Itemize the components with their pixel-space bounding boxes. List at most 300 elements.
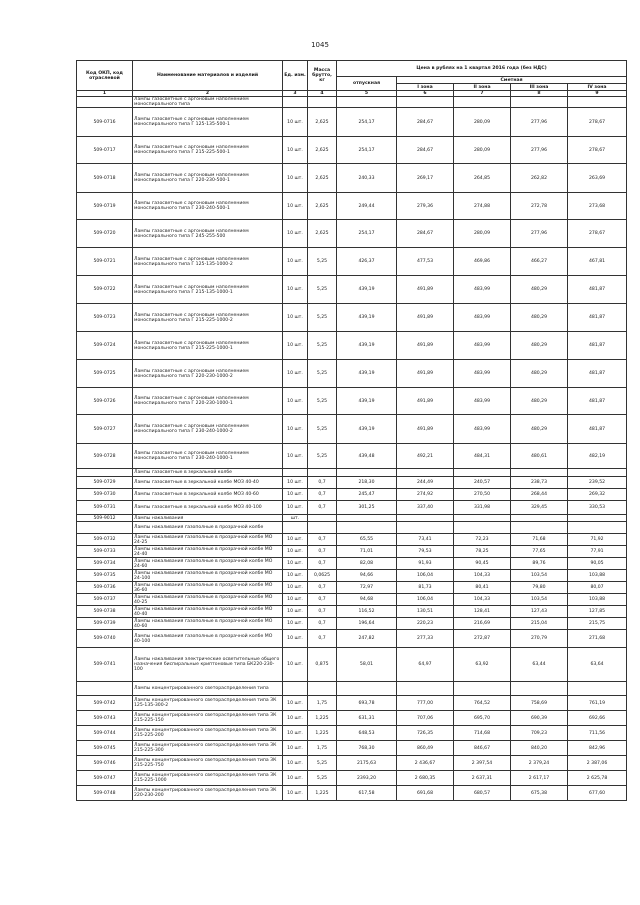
price-zone-1: 477,53 (397, 248, 454, 276)
price-zone-2: 483,99 (454, 304, 511, 332)
empty-cell (283, 682, 308, 696)
price-zone-3: 466,27 (511, 248, 568, 276)
price-zone-2: 483,99 (454, 360, 511, 388)
item-mass: 5,25 (308, 248, 337, 276)
item-unit: 10 шт. (283, 606, 308, 618)
item-mass: 1,225 (308, 711, 337, 726)
empty-cell (454, 97, 511, 108)
price-zone-4: 482,19 (568, 444, 627, 469)
price-zone-3: 2 617,17 (511, 771, 568, 786)
group-header-row (77, 682, 627, 696)
price-zone-2: 90,45 (454, 558, 511, 570)
price-zone-4: 63,64 (568, 648, 627, 682)
table-row (77, 570, 627, 582)
price-release: 245,47 (337, 489, 397, 501)
price-zone-4: 2 625,78 (568, 771, 627, 786)
column-number: 2 (133, 91, 283, 97)
price-zone-4: 103,88 (568, 594, 627, 606)
table-row (77, 220, 627, 248)
table-row (77, 164, 627, 193)
price-table-body (77, 97, 627, 801)
item-code: 509-0724 (77, 332, 133, 360)
item-mass: 5,25 (308, 360, 337, 388)
price-release: 249,44 (337, 193, 397, 220)
item-code: 509-0745 (77, 741, 133, 756)
price-zone-2: 104,33 (454, 570, 511, 582)
price-zone-3: 103,54 (511, 570, 568, 582)
empty-cell (397, 469, 454, 477)
column-number: 5 (337, 91, 397, 97)
item-unit: 10 шт. (283, 741, 308, 756)
price-zone-1: 491,89 (397, 360, 454, 388)
price-zone-2: 78,25 (454, 546, 511, 558)
empty-cell (308, 522, 337, 534)
item-mass: 0,7 (308, 546, 337, 558)
column-number: 9 (568, 91, 627, 97)
item-mass: 1,225 (308, 786, 337, 801)
item-code: 509-0718 (77, 164, 133, 193)
item-unit: 10 шт. (283, 618, 308, 630)
item-unit: 10 шт. (283, 248, 308, 276)
price-zone-3: 480,29 (511, 304, 568, 332)
item-name: Лампы газосветные с аргоновым наполнением моноспирального типа Г 245-255-500 (133, 220, 283, 248)
table-row (77, 582, 627, 594)
price-release: 439,19 (337, 304, 397, 332)
price-zone-3: 71,68 (511, 534, 568, 546)
item-name: Лампы газосветные с аргоновым наполнением моноспирального типа Г 215-225-500-1 (133, 137, 283, 164)
price-zone-2: 280,09 (454, 220, 511, 248)
item-code: 509-0739 (77, 618, 133, 630)
item-unit: 10 шт. (283, 137, 308, 164)
price-zone-2: 483,99 (454, 388, 511, 415)
price-release: 94,68 (337, 594, 397, 606)
price-release: 254,17 (337, 108, 397, 137)
empty-cell (568, 682, 627, 696)
item-mass: 0,7 (308, 489, 337, 501)
header-code: Код ОКП, код отраслевой (77, 61, 133, 91)
item-unit: 10 шт. (283, 756, 308, 771)
group-name: Лампы накаливания газополные в прозрачной колбе (133, 522, 283, 534)
item-mass: 2,625 (308, 164, 337, 193)
item-name: Лампы концентрированного светораспределения типа ЗК 125-135-300-2 (133, 696, 283, 711)
item-name: Лампы концентрированного светораспределения типа ЗК 215-225-300 (133, 741, 283, 756)
price-release: 71,01 (337, 546, 397, 558)
item-code: 509-0726 (77, 388, 133, 415)
item-unit: 10 шт. (283, 444, 308, 469)
price-release: 768,30 (337, 741, 397, 756)
item-name: Лампы газосветные с аргоновым наполнением моноспирального типа Г 230-240-1000-2 (133, 415, 283, 444)
price-zone-4: 761,19 (568, 696, 627, 711)
table-row (77, 771, 627, 786)
price-zone-3: 277,96 (511, 220, 568, 248)
item-name: Лампы накаливания газополные в прозрачной колбе МО 40-100 (133, 630, 283, 648)
group-name: Лампы газосветные в зеркальной колбе (133, 469, 283, 477)
item-code: 509-0729 (77, 477, 133, 489)
price-zone-1: 2 680,35 (397, 771, 454, 786)
price-zone-3: 675,38 (511, 786, 568, 801)
table-row (77, 332, 627, 360)
item-name: Лампы накаливания газополные в прозрачной колбе МО 36-60 (133, 582, 283, 594)
price-release: 196,64 (337, 618, 397, 630)
item-mass: 0,7 (308, 630, 337, 648)
item-code (77, 469, 133, 477)
header-release: отпускная (337, 77, 397, 91)
price-zone-2: 2 397,54 (454, 756, 511, 771)
price-release: 94,66 (337, 570, 397, 582)
price-zone-4: 80,07 (568, 582, 627, 594)
price-zone-1: 106,04 (397, 570, 454, 582)
item-unit: 10 шт. (283, 546, 308, 558)
item-name: Лампы газосветные в зеркальной колбе МОЗ 40-60 (133, 489, 283, 501)
item-name: Лампы накаливания газополные в прозрачной колбе МО 40-60 (133, 618, 283, 630)
price-zone-1: 491,89 (397, 276, 454, 304)
item-name: Лампы концентрированного светораспределения типа ЗК 220-230-200 (133, 786, 283, 801)
price-zone-1: 79,53 (397, 546, 454, 558)
price-release: 648,53 (337, 726, 397, 741)
item-mass: 5,25 (308, 444, 337, 469)
item-mass: 0,7 (308, 618, 337, 630)
item-mass: 0,7 (308, 501, 337, 515)
price-zone-3: 480,29 (511, 360, 568, 388)
table-row (77, 606, 627, 618)
price-release: 254,17 (337, 220, 397, 248)
item-code: 509-0734 (77, 558, 133, 570)
header-estimate: Сметная (397, 77, 627, 84)
table-row (77, 415, 627, 444)
price-zone-2: 483,99 (454, 332, 511, 360)
price-zone-1: 274,92 (397, 489, 454, 501)
column-number: 7 (454, 91, 511, 97)
item-name: Лампы накаливания газополные в прозрачной колбе МО 24-25 (133, 534, 283, 546)
price-zone-4: 273,68 (568, 193, 627, 220)
item-code: 509-0742 (77, 696, 133, 711)
price-zone-4: 239,52 (568, 477, 627, 489)
price-release: 617,58 (337, 786, 397, 801)
item-mass: 0,7 (308, 558, 337, 570)
item-code: 509-0736 (77, 582, 133, 594)
table-row (77, 276, 627, 304)
empty-cell (337, 682, 397, 696)
price-zone-1: 91,93 (397, 558, 454, 570)
price-zone-4: 677,60 (568, 786, 627, 801)
price-zone-2: 80,41 (454, 582, 511, 594)
item-mass: 5,25 (308, 332, 337, 360)
price-zone-4: 90,05 (568, 558, 627, 570)
item-code: 509-0748 (77, 786, 133, 801)
price-release: 439,19 (337, 388, 397, 415)
item-unit: 10 шт. (283, 726, 308, 741)
empty-cell (454, 469, 511, 477)
item-name: Лампы накаливания газополные в прозрачной колбе МО 24-60 (133, 558, 283, 570)
price-release: 2393,20 (337, 771, 397, 786)
price-zone-3: 79,80 (511, 582, 568, 594)
table-row (77, 756, 627, 771)
empty-cell (511, 97, 568, 108)
price-release: 247,82 (337, 630, 397, 648)
price-release: 240,33 (337, 164, 397, 193)
table-row (77, 501, 627, 515)
price-zone-3: 277,96 (511, 137, 568, 164)
price-zone-3: 127,43 (511, 606, 568, 618)
item-mass: 2,625 (308, 108, 337, 137)
item-unit: 10 шт. (283, 304, 308, 332)
item-code: 509-0716 (77, 108, 133, 137)
item-unit: 10 шт. (283, 534, 308, 546)
price-zone-3: 480,29 (511, 388, 568, 415)
item-code: 509-0728 (77, 444, 133, 469)
price-zone-2: 469,86 (454, 248, 511, 276)
price-release (337, 515, 397, 522)
price-zone-1: 81,73 (397, 582, 454, 594)
item-name: Лампы газосветные с аргоновым наполнением моноспирального типа Г 125-135-1000-2 (133, 248, 283, 276)
price-release: 439,19 (337, 332, 397, 360)
item-unit: 10 шт. (283, 711, 308, 726)
item-code: 509-0744 (77, 726, 133, 741)
item-name: Лампы газосветные в зеркальной колбе МОЗ 40-40 (133, 477, 283, 489)
price-zone-4: 692,66 (568, 711, 627, 726)
empty-cell (511, 522, 568, 534)
table-row (77, 515, 627, 522)
price-zone-4: 103,88 (568, 570, 627, 582)
price-release: 58,01 (337, 648, 397, 682)
price-zone-1: 284,67 (397, 108, 454, 137)
price-zone-1: 279,36 (397, 193, 454, 220)
price-release: 218,30 (337, 477, 397, 489)
price-zone-4: 278,67 (568, 220, 627, 248)
item-mass: 2,625 (308, 220, 337, 248)
empty-cell (397, 522, 454, 534)
column-number: 1 (77, 91, 133, 97)
price-zone-3: 480,61 (511, 444, 568, 469)
item-unit: 10 шт. (283, 570, 308, 582)
price-zone-2: 846,67 (454, 741, 511, 756)
item-code: 509-0737 (77, 594, 133, 606)
item-name: Лампы газосветные с аргоновым наполнением моноспирального типа Г 125-135-500-1 (133, 108, 283, 137)
price-zone-3: 270,79 (511, 630, 568, 648)
table-row (77, 546, 627, 558)
price-zone-3: 277,96 (511, 108, 568, 137)
header-name: Наименование материалов и изделий (133, 61, 283, 91)
table-row (77, 726, 627, 741)
price-zone-3: 329,45 (511, 501, 568, 515)
price-zone-4: 467,81 (568, 248, 627, 276)
price-zone-2: 331,98 (454, 501, 511, 515)
item-mass: 0,7 (308, 582, 337, 594)
item-name: Лампы концентрированного светораспределения типа ЗК 215-225-200 (133, 726, 283, 741)
empty-cell (308, 97, 337, 108)
item-unit: 10 шт. (283, 771, 308, 786)
price-release: 439,19 (337, 276, 397, 304)
empty-cell (568, 522, 627, 534)
group-name: Лампы концентрированного светораспределения типа (133, 682, 283, 696)
price-zone-1: 277,33 (397, 630, 454, 648)
item-code: 509-0720 (77, 220, 133, 248)
item-name: Лампы газосветные с аргоновым наполнением моноспирального типа Г 230-240-500-1 (133, 193, 283, 220)
price-zone-3: 709,23 (511, 726, 568, 741)
price-zone-1: 707,06 (397, 711, 454, 726)
item-name: Лампы концентрированного светораспределения типа ЗК 215-225-750 (133, 756, 283, 771)
price-zone-1: 491,89 (397, 304, 454, 332)
item-name: Лампы накаливания газополные в прозрачной колбе МО 40-25 (133, 594, 283, 606)
item-name: Лампы накаливания газополные в прозрачной колбе МО 40-40 (133, 606, 283, 618)
price-zone-3: 268,44 (511, 489, 568, 501)
table-row (77, 618, 627, 630)
price-release: 116,52 (337, 606, 397, 618)
price-zone-4: 215,75 (568, 618, 627, 630)
item-code: 509-0738 (77, 606, 133, 618)
empty-cell (454, 522, 511, 534)
price-zone-4: 481,87 (568, 304, 627, 332)
price-zone-3: 2 379,24 (511, 756, 568, 771)
price-release: 439,48 (337, 444, 397, 469)
price-zone-1: 2 436,67 (397, 756, 454, 771)
price-release: 439,19 (337, 360, 397, 388)
item-name: Лампы газосветные с аргоновым наполнением моноспирального типа Г 220-230-1000-1 (133, 388, 283, 415)
item-unit: шт. (283, 515, 308, 522)
item-mass: 2,625 (308, 193, 337, 220)
item-mass: 1,225 (308, 726, 337, 741)
price-zone-2: 483,99 (454, 276, 511, 304)
price-release: 426,37 (337, 248, 397, 276)
price-zone-3: 690,39 (511, 711, 568, 726)
price-zone-1: 492,21 (397, 444, 454, 469)
price-zone-2: 483,99 (454, 415, 511, 444)
price-zone-4: 481,87 (568, 415, 627, 444)
price-zone-4: 77,91 (568, 546, 627, 558)
item-name: Лампы накаливания электрические осветительные общего назначения биспиральные криптоновые типа БК220-230-100 (133, 648, 283, 682)
price-zone-1: 284,67 (397, 137, 454, 164)
item-mass: 0,7 (308, 606, 337, 618)
table-row (77, 558, 627, 570)
item-name: Лампы концентрированного светораспределения типа ЗК 215-225-150 (133, 711, 283, 726)
price-zone-1: 130,51 (397, 606, 454, 618)
item-unit: 10 шт. (283, 220, 308, 248)
item-mass: 5,25 (308, 388, 337, 415)
item-name: Лампы накаливания газополные в прозрачной колбе МО 24-100 (133, 570, 283, 582)
price-release: 254,17 (337, 137, 397, 164)
price-zone-1: 337,40 (397, 501, 454, 515)
price-zone-2: 272,87 (454, 630, 511, 648)
price-zone-3: 480,29 (511, 276, 568, 304)
price-zone-4: 263,69 (568, 164, 627, 193)
price-zone-4: 127,85 (568, 606, 627, 618)
item-code: 509-0727 (77, 415, 133, 444)
item-name: Лампы газосветные с аргоновым наполнением моноспирального типа Г 220-230-1000-2 (133, 360, 283, 388)
table-row (77, 477, 627, 489)
price-zone-3: 89,76 (511, 558, 568, 570)
item-code: 509-0735 (77, 570, 133, 582)
item-name: Лампы газосветные с аргоновым наполнением моноспирального типа Г 215-225-1000-1 (133, 332, 283, 360)
price-zone-1: 220,23 (397, 618, 454, 630)
price-release: 2175,63 (337, 756, 397, 771)
item-mass: 0,7 (308, 594, 337, 606)
empty-cell (511, 469, 568, 477)
item-mass: 1,75 (308, 741, 337, 756)
header-zone-1: I зона (397, 84, 454, 91)
item-unit: 10 шт. (283, 582, 308, 594)
price-zone-4: 71,92 (568, 534, 627, 546)
column-number: 6 (397, 91, 454, 97)
price-zone-2: 63,92 (454, 648, 511, 682)
empty-cell (283, 469, 308, 477)
price-zone-2: 2 637,31 (454, 771, 511, 786)
item-name: Лампы газосветные с аргоновым наполнением моноспирального типа Г 215-225-1000-2 (133, 304, 283, 332)
price-zone-1: 244,49 (397, 477, 454, 489)
item-mass: 2,625 (308, 137, 337, 164)
item-mass: 0,7 (308, 534, 337, 546)
item-mass: 5,25 (308, 304, 337, 332)
item-code: 509-0741 (77, 648, 133, 682)
column-number: 4 (308, 91, 337, 97)
price-zone-1: 269,17 (397, 164, 454, 193)
table-row (77, 444, 627, 469)
header-price: Цена в рублях на 1 квартал 2016 года (без НДС) (337, 61, 627, 77)
price-zone-3: 262,82 (511, 164, 568, 193)
item-unit: 10 шт. (283, 332, 308, 360)
item-name: Лампы накаливания газополные в прозрачной колбе МО 24-40 (133, 546, 283, 558)
price-zone-2: 104,33 (454, 594, 511, 606)
price-zone-4: 842,96 (568, 741, 627, 756)
price-zone-4: 481,87 (568, 388, 627, 415)
price-release: 301,25 (337, 501, 397, 515)
price-zone-2: 240,57 (454, 477, 511, 489)
empty-cell (397, 682, 454, 696)
price-zone-2: 484,31 (454, 444, 511, 469)
price-zone-4: 481,87 (568, 276, 627, 304)
header-unit: Ед. изм. (283, 61, 308, 91)
item-name: Лампы газосветные с аргоновым наполнением моноспирального типа Г 220-230-500-1 (133, 164, 283, 193)
item-code (77, 97, 133, 108)
price-zone-2: 714,68 (454, 726, 511, 741)
item-mass: 0,875 (308, 648, 337, 682)
table-row (77, 534, 627, 546)
empty-cell (568, 469, 627, 477)
item-code: 509-0717 (77, 137, 133, 164)
empty-cell (308, 469, 337, 477)
price-release: 65,55 (337, 534, 397, 546)
price-zone-4: 481,87 (568, 360, 627, 388)
table-row (77, 711, 627, 726)
table-row (77, 248, 627, 276)
column-number: 8 (511, 91, 568, 97)
item-code: 509-0719 (77, 193, 133, 220)
price-zone-3: 480,29 (511, 415, 568, 444)
item-mass: 0,0625 (308, 570, 337, 582)
empty-cell (397, 97, 454, 108)
price-zone-1: 491,89 (397, 332, 454, 360)
item-code: 509-0730 (77, 489, 133, 501)
table-row (77, 108, 627, 137)
item-mass (308, 515, 337, 522)
item-code: 509-0732 (77, 534, 133, 546)
item-mass: 5,25 (308, 756, 337, 771)
price-zone-2: 280,09 (454, 108, 511, 137)
price-zone-2: 280,09 (454, 137, 511, 164)
table-row (77, 594, 627, 606)
table-row (77, 489, 627, 501)
item-code: 509-0731 (77, 501, 133, 515)
group-name: Лампы газосветные с аргоновым наполнением моноспирального типа (133, 97, 283, 108)
item-unit: 10 шт. (283, 489, 308, 501)
item-code: 509-0722 (77, 276, 133, 304)
item-unit: 10 шт. (283, 477, 308, 489)
price-zone-1: 491,89 (397, 415, 454, 444)
item-unit: 10 шт. (283, 594, 308, 606)
price-zone-3: 215,04 (511, 618, 568, 630)
price-zone-1: 73,41 (397, 534, 454, 546)
price-zone-4: 2 387,06 (568, 756, 627, 771)
price-release: 631,31 (337, 711, 397, 726)
